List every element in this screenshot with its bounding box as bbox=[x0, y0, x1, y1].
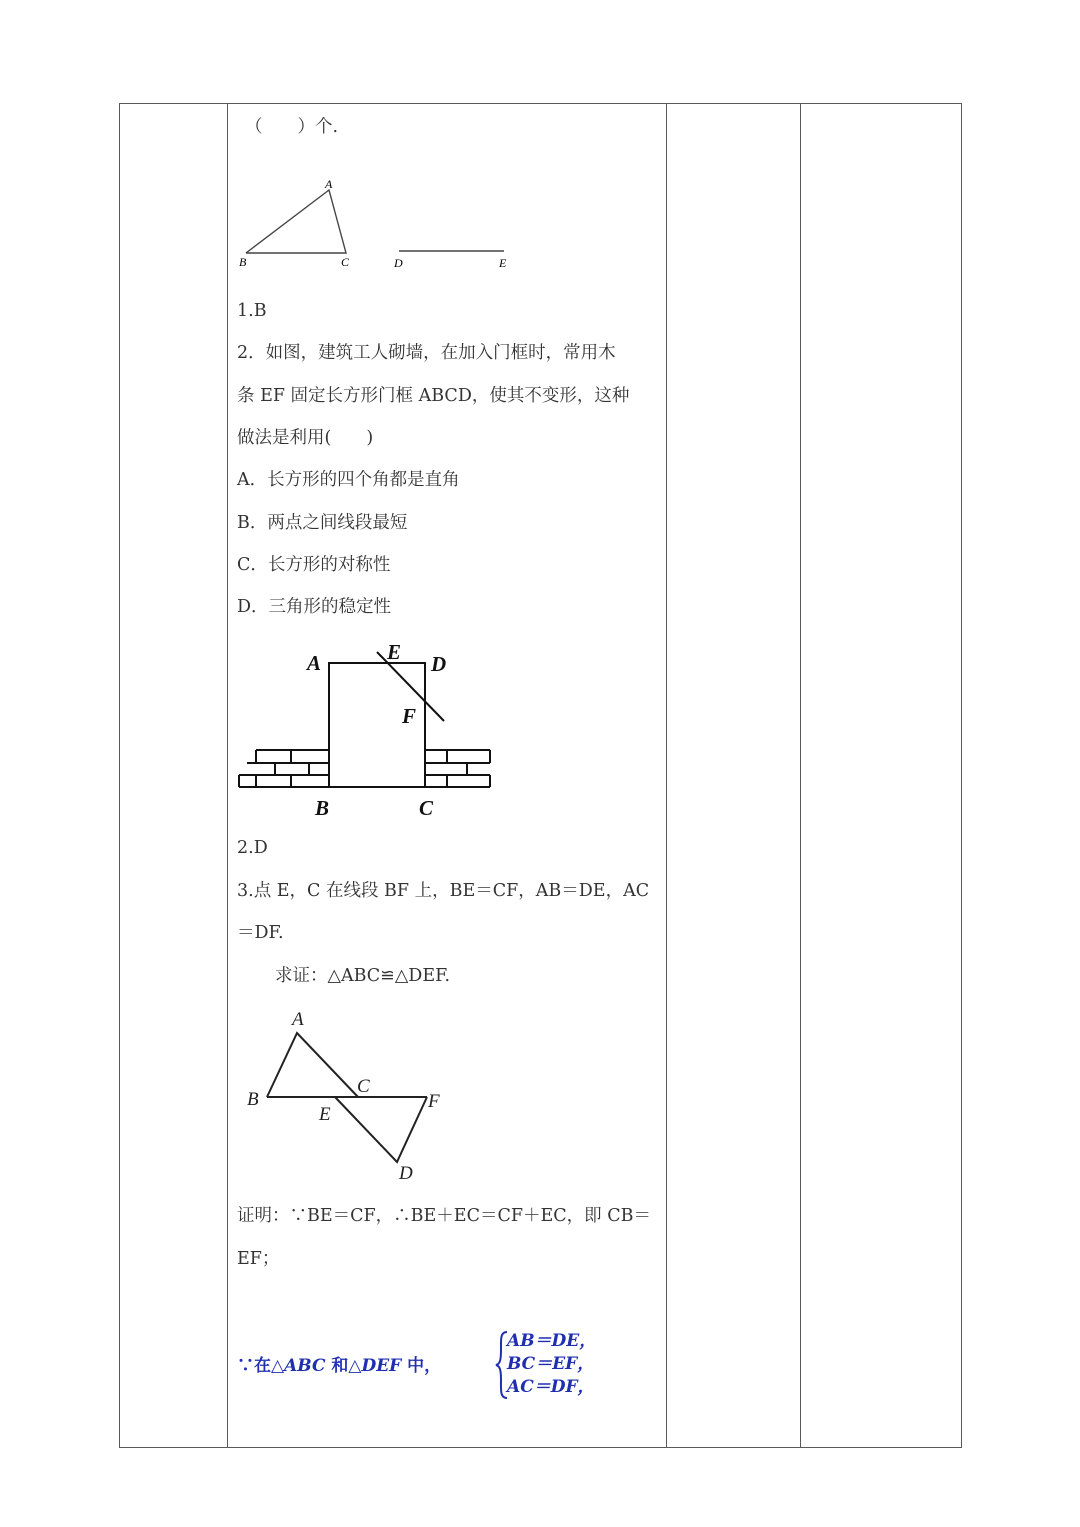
label-e: E bbox=[499, 256, 507, 270]
proof-line-2: EF； bbox=[237, 1249, 280, 1269]
label-b: B bbox=[315, 796, 330, 820]
label-b: B bbox=[239, 255, 247, 269]
condition-2: BC＝EF， bbox=[507, 1354, 595, 1374]
option-d: D．三角形的稳定性 bbox=[237, 597, 392, 617]
label-a: A bbox=[307, 651, 322, 675]
label-d: D bbox=[394, 256, 403, 270]
column-divider bbox=[227, 104, 228, 1447]
proof-line-1: 证明：∵BE＝CF，∴BE＋EC＝CF＋EC，即 CB＝ bbox=[237, 1206, 651, 1226]
label-c: C bbox=[341, 255, 350, 269]
proof-text: ∵在△ bbox=[237, 1356, 285, 1376]
question-3-line-2: ＝DF. bbox=[237, 923, 284, 943]
proof-text: 中， bbox=[401, 1356, 442, 1376]
label-c: C bbox=[357, 1076, 370, 1097]
question-2-line-2: 条 EF 固定长方形门框 ABCD，使其不变形，这种 bbox=[237, 386, 630, 406]
question-3-line-1: 3.点 E，C 在线段 BF 上，BE＝CF，AB＝DE，AC bbox=[237, 881, 650, 901]
label-d: D bbox=[431, 652, 447, 676]
proof-text: DEF bbox=[361, 1356, 402, 1376]
proof-text: 和△ bbox=[325, 1356, 362, 1376]
lesson-table bbox=[119, 103, 962, 1448]
option-b: B．两点之间线段最短 bbox=[237, 513, 408, 533]
label-b: B bbox=[247, 1089, 259, 1110]
option-c: C．长方形的对称性 bbox=[237, 555, 391, 575]
column-divider bbox=[666, 104, 667, 1447]
proof-because-line bbox=[237, 1354, 441, 1378]
condition-3: AC＝DF， bbox=[507, 1377, 595, 1397]
proof-text: ABC bbox=[284, 1356, 326, 1376]
question-1-tail: （ ）个. bbox=[245, 117, 339, 137]
answer-1: 1.B bbox=[237, 301, 267, 321]
label-e: E bbox=[319, 1104, 331, 1125]
figure-door-frame bbox=[237, 632, 537, 822]
answer-2: 2.D bbox=[237, 838, 268, 858]
condition-1: AB＝DE， bbox=[507, 1331, 597, 1351]
figure-triangle-abc-segment-de bbox=[237, 172, 537, 272]
question-2-line-3: 做法是利用( ) bbox=[237, 428, 374, 448]
option-a: A．长方形的四个角都是直角 bbox=[237, 470, 460, 490]
label-c: C bbox=[419, 796, 434, 820]
column-divider bbox=[800, 104, 801, 1447]
label-e: E bbox=[387, 640, 402, 664]
label-f: F bbox=[402, 704, 417, 728]
label-a: A bbox=[325, 177, 333, 191]
question-2-line-1: 2．如图，建筑工人砌墙，在加入门框时，常用木 bbox=[237, 343, 616, 363]
question-3-prove: 求证：△ABC≌△DEF. bbox=[275, 966, 451, 986]
label-f: F bbox=[428, 1091, 440, 1112]
label-d: D bbox=[399, 1163, 413, 1184]
figure-two-triangles bbox=[237, 1004, 537, 1189]
label-a: A bbox=[292, 1009, 304, 1030]
